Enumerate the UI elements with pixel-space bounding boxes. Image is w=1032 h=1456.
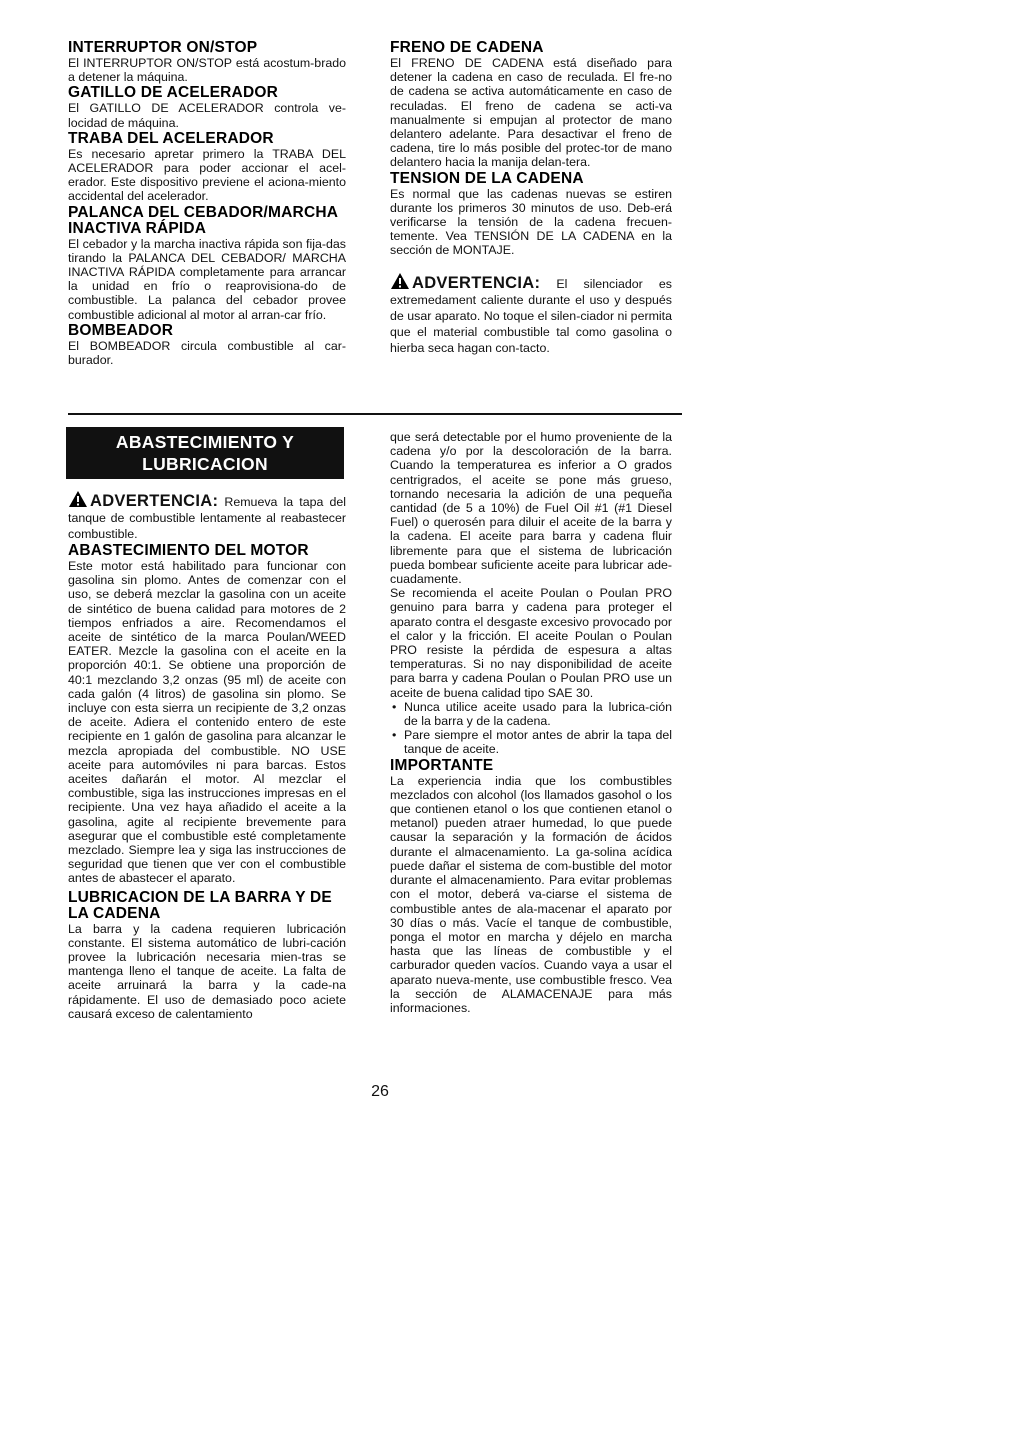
warning-triangle-icon [68, 490, 88, 508]
text-interruptor: El INTERRUPTOR ON/STOP está acostum-brado a detener la máquina. [68, 56, 346, 85]
text-motor: Este motor está habilitado para funcionar con gasolina sin plomo. Antes de comenzar con el uso, se deberá mezclar la gasolina con un aceite de sintético de buena calidad para motores de 2 tiempos enfriados a aire. Recomendamos el aceite de sintético de la marca Poulan/WEED EATER. Mezcle la gasolina con el aceite en la proporción 40:1. Se obtiene una proporción de 40:1 mezclando 3,2 onzas (95 ml) de aceite con cada galón (4 litros) de gasolina sin plomo. Se incluye con esta sierra un recipiente de 3,2 onzas de aceite. Adiera el contenido entero de este recipiente en 1 galón de gasolina para alcanzar le mezcla apropiada del combustible. NO USE aceite para automóviles ni para barcas. Estos aceites dañarán el motor. Al mezclar el combustible, siga las instrucciones impresas en el recipiente. Una vez haya añadido el aceite a la gasolina, agite al recipiente brevemente para asegurar que el combustible esté completamente mezclado. Siempre lea y siga las instrucciones de seguridad que tienen que ver con el combustible antes de abastecer el aparato. [68, 559, 346, 886]
bottom-left-column [68, 490, 346, 1021]
bullet-list [390, 700, 672, 757]
bottom-right-column [390, 430, 672, 1015]
heading-lubricacion: LUBRICACION DE LA BARRA Y DE LA CADENA [68, 888, 332, 922]
page-number: 26 [371, 1083, 389, 1100]
heading-importante: IMPORTANTE [390, 756, 494, 774]
section-banner [66, 427, 344, 479]
section-freno [390, 40, 672, 170]
text-bombeador: El BOMBEADOR circula combustible al car-burador. [68, 338, 346, 368]
text-lubricacion: La barra y la cadena requieren lubricación constante. El sistema automático de lubri-cación provee la lubricación necesaria mien-tras se mantenga lleno el tanque de aceite. La falta de aceite arruinará la barra y la cade-na rápidamente. El uso de demasiado poco aciete causará exceso de calentamiento [68, 921, 346, 1021]
heading-motor: ABASTECIMIENTO DEL MOTOR [68, 542, 309, 559]
heading-tension: TENSION DE LA CADENA [390, 169, 584, 187]
top-right-column [390, 40, 672, 356]
section-interruptor [68, 40, 346, 84]
text-tension: Es normal que las cadenas nuevas se estiren durante los primeros 30 minutos de uso. Deb-erá verificarse la tensión de la cadena frecuen-temente. Vea TENSIÓN DE LA CADENA en la sección de MONTAJE. [390, 186, 672, 258]
banner-line-1: ABASTECIMIENTO Y [115, 432, 295, 452]
text-lubricacion-cont: que será detectable por el humo proveniente de la cadena y/o por la descoloración de la barra. Cuando la temperaturea es inferior a O grados centrigrados, el aceite se pone más grueso, tornando necesaria la adición de una pequeña cantidad (de 5 a 10%) de Fuel Oil #1 (#1 Diesel Fuel) o querosén para diluir el aceite de la barra y la cadena. El aceite para barra y cadena fluir libremente para que el sistema de lubricación pueda bombear suficiente aceite para lubricar ade-cuadamente. [390, 430, 672, 587]
text-importante: La experiencia india que los combustibles mezclados con alcohol (los llamados gasohol o los que contienen etanol o los que contienen etanol o metanol) pueden atraer humedad, lo que puede causar la separación y la formación de ácidos durante el almacenamiento. La ga-solina acídica puede dañar el sistema de com-bustible del motor durante el almacenamiento. Para evitar problemas con el motor, deberá va-ciarse el sistema de combustible antes de ala-macenar el aparato por 30 días o más. Vacíe el tanque de combustible, ponga el motor en marcha y déjelo en marcha hasta que las líneas de combustible y el carburador queden vacíos. Cuando vaya a usar el aparato nueva-mente, use combustible fresco. Vea la sección de ALAMACENAJE para más informaciones. [390, 773, 672, 1015]
warning-label: ADVERTENCIA: [90, 492, 219, 510]
top-left-column [68, 40, 346, 367]
warning-tapa [68, 490, 346, 542]
banner-line-2: LUBRICACION [142, 454, 268, 474]
warning-text: El silenciador es extremedament caliente durante el uso y después de usar aparato. No toque el silen-ciador ni permita que el material combustible tal como gasolina o hierba seca hagan con-tacto. [390, 276, 672, 355]
heading-bombeador: BOMBEADOR [68, 321, 174, 339]
text-gatillo: El GATILLO DE ACELERADOR controla ve-locidad de máquina. [68, 101, 346, 130]
warning-silenciador [390, 272, 672, 356]
section-divider [68, 413, 682, 415]
section-gatillo [68, 85, 346, 129]
heading-gatillo: GATILLO DE ACELERADOR [68, 84, 278, 102]
section-motor [68, 543, 346, 886]
heading-interruptor: INTERRUPTOR ON/STOP [68, 39, 258, 56]
list-item: • Pare siempre el motor antes de abrir la tapa del tanque de aceite. [400, 728, 672, 756]
heading-freno: FRENO DE CADENA [390, 39, 544, 56]
text-poulan: Se recomienda el aceite Poulan o Poulan PRO genuino para barra y cadena para proteger el aparato contra el desgaste excesivo provocado por el calor y la fricción. El aceite Poulan o Poulan PRO resiste la pérdida de espesura a altas temperaturas. Si no nay disponibilidad de aceite para barra y cadena Poulan o Poulan PRO use un aceite de buena calidad tipo SAE 30. [390, 586, 672, 700]
warning-triangle-icon [390, 272, 410, 290]
text-traba: Es necesario apretar primero la TRABA DEL ACELERADOR para poder accionar el acel-erador. Este dispositivo previene el aciona-miento accidental del acelerador. [68, 146, 346, 204]
section-palanca [68, 205, 346, 322]
heading-palanca: PALANCA DEL CEBADOR/MARCHA INACTIVA RÁPIDA [68, 203, 338, 237]
text-palanca: El cebador y la marcha inactiva rápida son fija-das tirando la PALANCA DEL CEBADOR/ MARCHA INACTIVA RÁPIDA completamente para arrancar la unidad en frío o reaprovisiona-do de combustible. La palanca del cebador provee combustible adicional al motor al arran-car frío. [68, 236, 346, 322]
list-item: • Nunca utilice aceite usado para la lubrica-ción de la barra y de la cadena. [400, 700, 672, 728]
section-bombeador [68, 323, 346, 367]
warning-label: ADVERTENCIA: [412, 273, 541, 292]
section-traba [68, 131, 346, 204]
section-tension [390, 171, 672, 258]
heading-traba: TRABA DEL ACELERADOR [68, 129, 274, 147]
section-lubricacion [68, 890, 346, 1021]
text-freno: El FRENO DE CADENA está diseñado para detener la cadena en caso de reculada. El fre-no de cadena se activa automáticamente en caso de reculadas. El freno de cadena se acti-va manualmente si empujan al protector de mano delantero adelante. Para desactivar el freno de cadena, tire lo más posible del protec-tor de mano delantero hacia la manija delan-tera. [390, 56, 672, 170]
warning-text: Remueva la tapa del tanque de combustible lentamente al reabastecer combustible. [68, 495, 346, 541]
